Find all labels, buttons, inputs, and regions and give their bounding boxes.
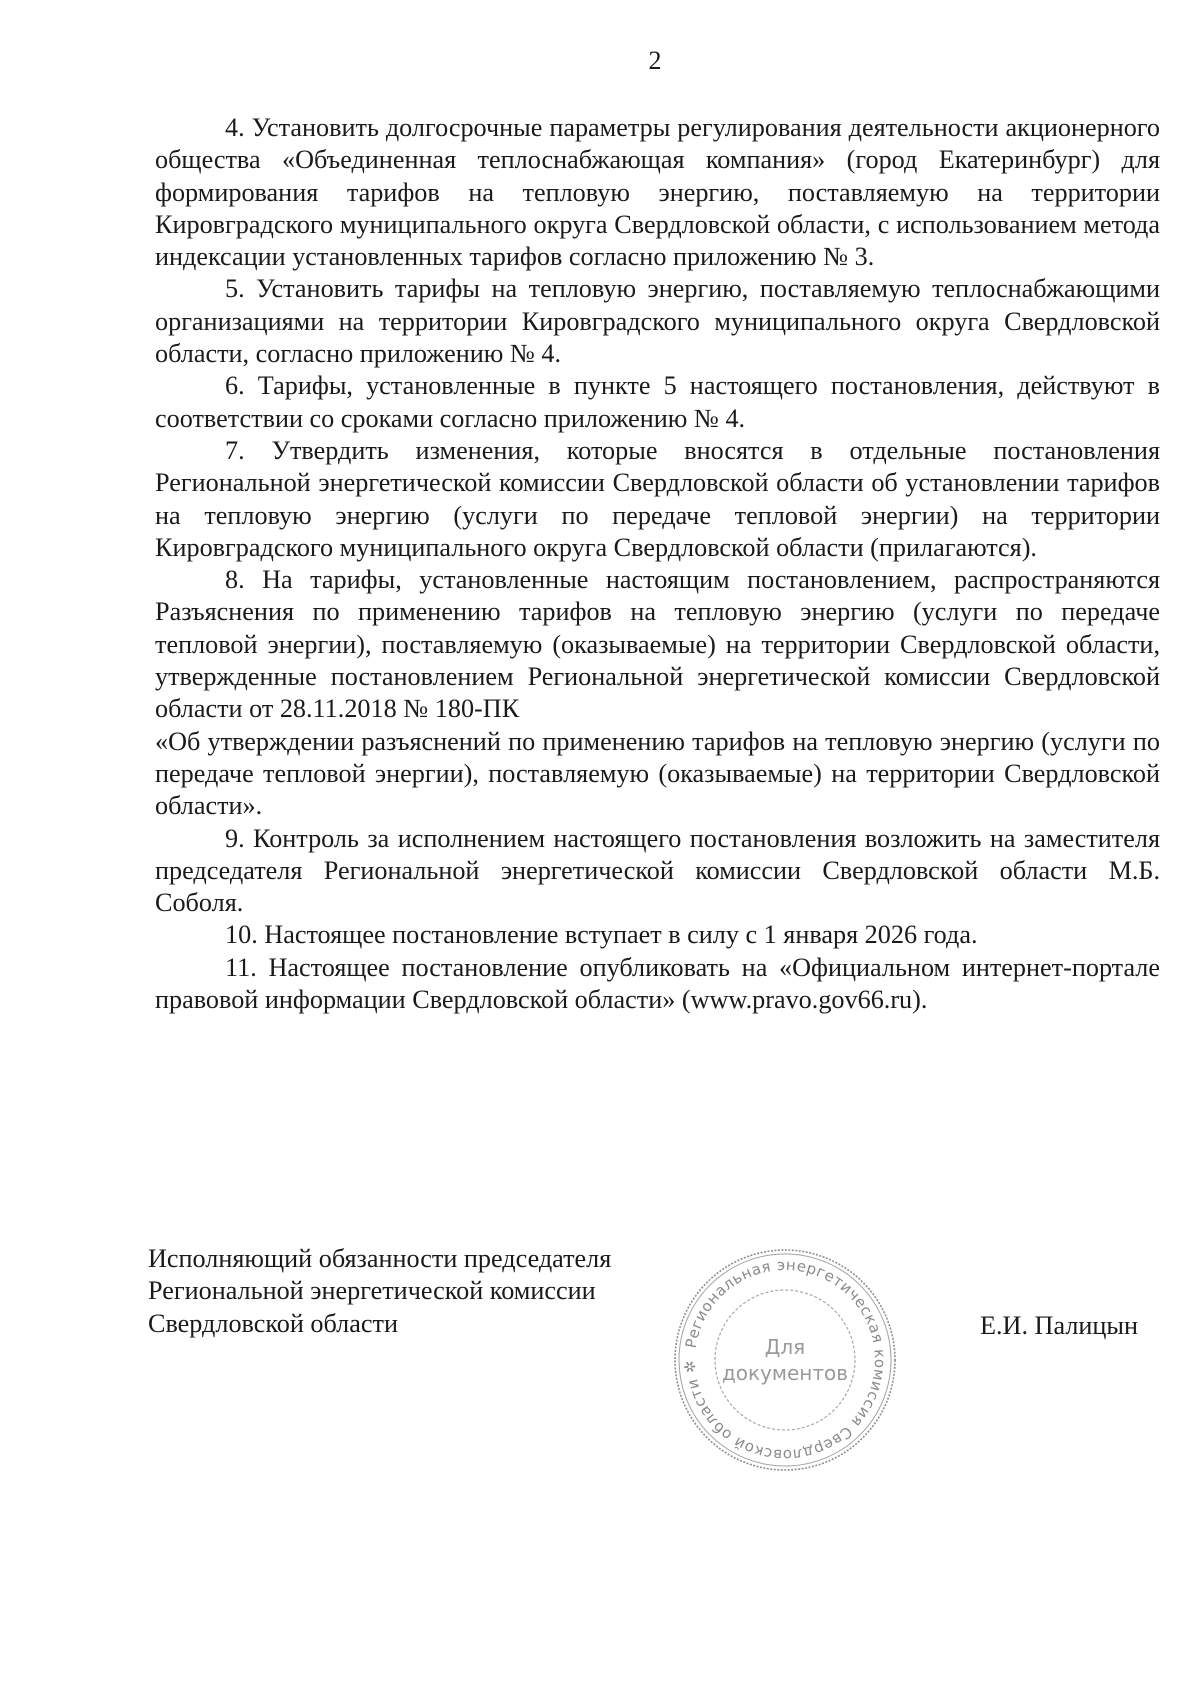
page-number: 2 [648, 46, 662, 75]
official-stamp [665, 1240, 905, 1480]
document-body [155, 112, 1160, 1016]
paragraph-7: 7. Утвердить изменения, которые вносятся в отдельные постановления Региональной энергетической комиссии Свердловской области об установлении тарифов на тепловую энергию (услуги по передаче тепловой энергии) на территории Кировградского муниципального округа Свердловской области (прилагаются). [155, 435, 1160, 562]
stamp-ring-text: Региональная энергетическая комиссия Свердловской области ✲ [680, 1255, 890, 1465]
paragraph-6: 6. Тарифы, установленные в пункте 5 настоящего постановления, действуют в соответствии со сроками согласно приложению № 4. [155, 371, 1160, 433]
paragraph-11: 11. Настоящее постановление опубликовать на «Официальном интернет-портале правовой информации Свердловской области» (www.pravo.gov66.ru). [155, 952, 1160, 1015]
paragraph-10: 10. Настоящее постановление вступает в силу с 1 января 2026 года. [225, 920, 978, 950]
signatory-title-line: Свердловской области [148, 1308, 398, 1338]
paragraph-8-continuation: «Об утверждении разъяснений по применению тарифов на тепловую энергию (услуги по передаче тепловой энергии), поставляемую (оказываемые) на территории Свердловской области». [155, 726, 1160, 821]
signatory-title [148, 1243, 611, 1340]
paragraph-9: 9. Контроль за исполнением настоящего постановления возложить на заместителя председателя Региональной энергетической комиссии Свердловской области М.Б. Соболя. [155, 823, 1160, 918]
stamp-center-line-2: документов [721, 1361, 849, 1385]
paragraph-8: 8. На тарифы, установленные настоящим постановлением, распространяются Разъяснения по применению тарифов на тепловую энергию (услуги по передаче тепловой энергии), поставляемую (оказываемые) на территории Свердловской области, утвержденные постановлением Региональной энергетической комиссии Свердловской области от 28.11.2018 № 180-ПК [155, 565, 1160, 724]
signatory-name: Е.И. Палицын [980, 1311, 1139, 1340]
paragraph-4: 4. Установить долгосрочные параметры регулирования деятельности акционерного общества «Объединенная теплоснабжающая компания» (город Екатеринбург) для формирования тарифов на тепловую энергию, поставляемую на территории Кировградского муниципального округа Свердловской области, с использованием метода индексации установленных тарифов согласно приложению № 3. [155, 113, 1160, 272]
signatory-title-line: Региональной энергетической комиссии [148, 1276, 596, 1306]
signatory-title-line: Исполняющий обязанности председателя [148, 1244, 612, 1273]
paragraph-5: 5. Установить тарифы на тепловую энергию, поставляемую теплоснабжающими организациями на территории Кировградского муниципального округа Свердловской области, согласно приложению № 4. [155, 274, 1160, 369]
stamp-center-line-1: Для [764, 1335, 806, 1359]
